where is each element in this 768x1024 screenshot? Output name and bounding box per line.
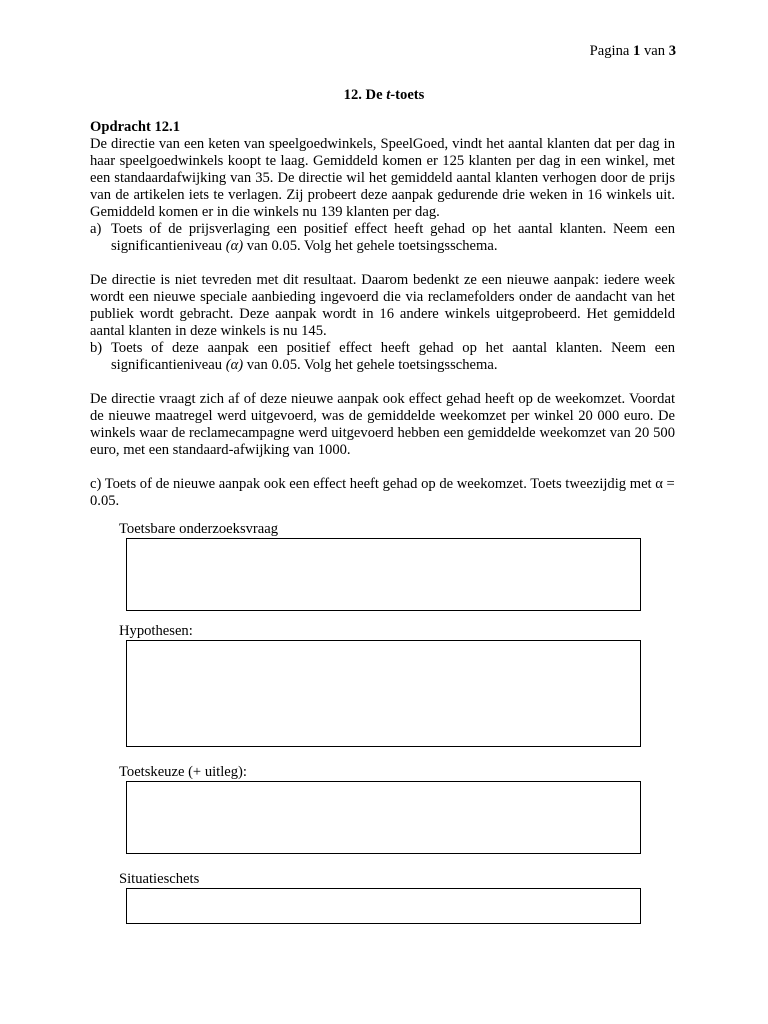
page-number-header	[590, 43, 676, 60]
question-a-text: Toets of de prijsverlaging een positief effect heeft gehad op het aantal klanten. Neem een significantieniveau (α) van 0.05. Volg het gehele toetsingsschema.	[111, 221, 675, 254]
page-of-label: van	[643, 43, 666, 59]
test-choice-answer-box[interactable]	[126, 781, 641, 854]
total-pages-number: 3	[668, 43, 676, 59]
question-b	[90, 340, 675, 374]
situation-sketch-answer-box[interactable]	[126, 888, 641, 924]
research-question-answer-box[interactable]	[126, 538, 641, 611]
assignment-heading: Opdracht 12.1	[90, 119, 180, 135]
chapter-title: 12. De t-toets	[343, 87, 425, 103]
research-question-label: Toetsbare onderzoeksvraag	[119, 521, 279, 537]
page-label: Pagina	[589, 43, 630, 59]
current-page-number: 1	[633, 43, 641, 59]
test-choice-label: Toetskeuze (+ uitleg):	[119, 764, 247, 780]
paragraph-new-approach: De directie is niet tevreden met dit resultaat. Daarom bedenkt ze een nieuwe aanpak: iedere week wordt een nieuwe speciale aanbieding ingevoerd die via reclamefolders onder de aandacht van het publiek wordt gebracht. Deze aanpak wordt in 16 andere winkels uitgeprobeerd. Het gemiddeld aantal klanten in deze winkels is nu 145.	[90, 272, 675, 339]
question-a-label: a)	[90, 221, 102, 237]
assignment-content	[90, 119, 675, 510]
question-b-text: Toets of deze aanpak een positief effect heeft gehad op het aantal klanten. Neem een significantieniveau (α) van 0.05. Volg het gehele toetsingsschema.	[111, 340, 675, 373]
question-b-label: b)	[90, 340, 103, 356]
hypotheses-label: Hypothesen:	[119, 623, 193, 639]
question-a	[90, 221, 675, 255]
situation-sketch-label: Situatieschets	[119, 871, 200, 887]
assignment-intro: De directie van een keten van speelgoedwinkels, SpeelGoed, vindt het aantal klanten dat per dag in haar speelgoedwinkels koopt te laag. Gemiddeld komen er 125 klanten per dag in een winkel, met een standaardafwijking van 35. De directie wil het gemiddeld aantal klanten verhogen door de prijs van de artikelen iets te verlagen. Zij probeert deze aanpak gedurende drie weken in 16 winkels uit. Gemiddeld komen er in die winkels nu 139 klanten per dag.	[90, 136, 675, 220]
paragraph-weekly-revenue: De directie vraagt zich af of deze nieuwe aanpak ook effect gehad heeft op de weekomzet. Voordat de nieuwe maatregel werd uitgevoerd, was de gemiddelde weekomzet per winkel 20 000 euro. De winkels waar de reclamecampagne werd uitgevoerd hebben een gemiddelde weekomzet van 20 500 euro, met een standaard-afwijking van 1000.	[90, 391, 675, 458]
hypotheses-answer-box[interactable]	[126, 640, 641, 747]
question-c: c) Toets of de nieuwe aanpak ook een effect heeft gehad op de weekomzet. Toets tweezijdig met α = 0.05.	[90, 476, 675, 509]
